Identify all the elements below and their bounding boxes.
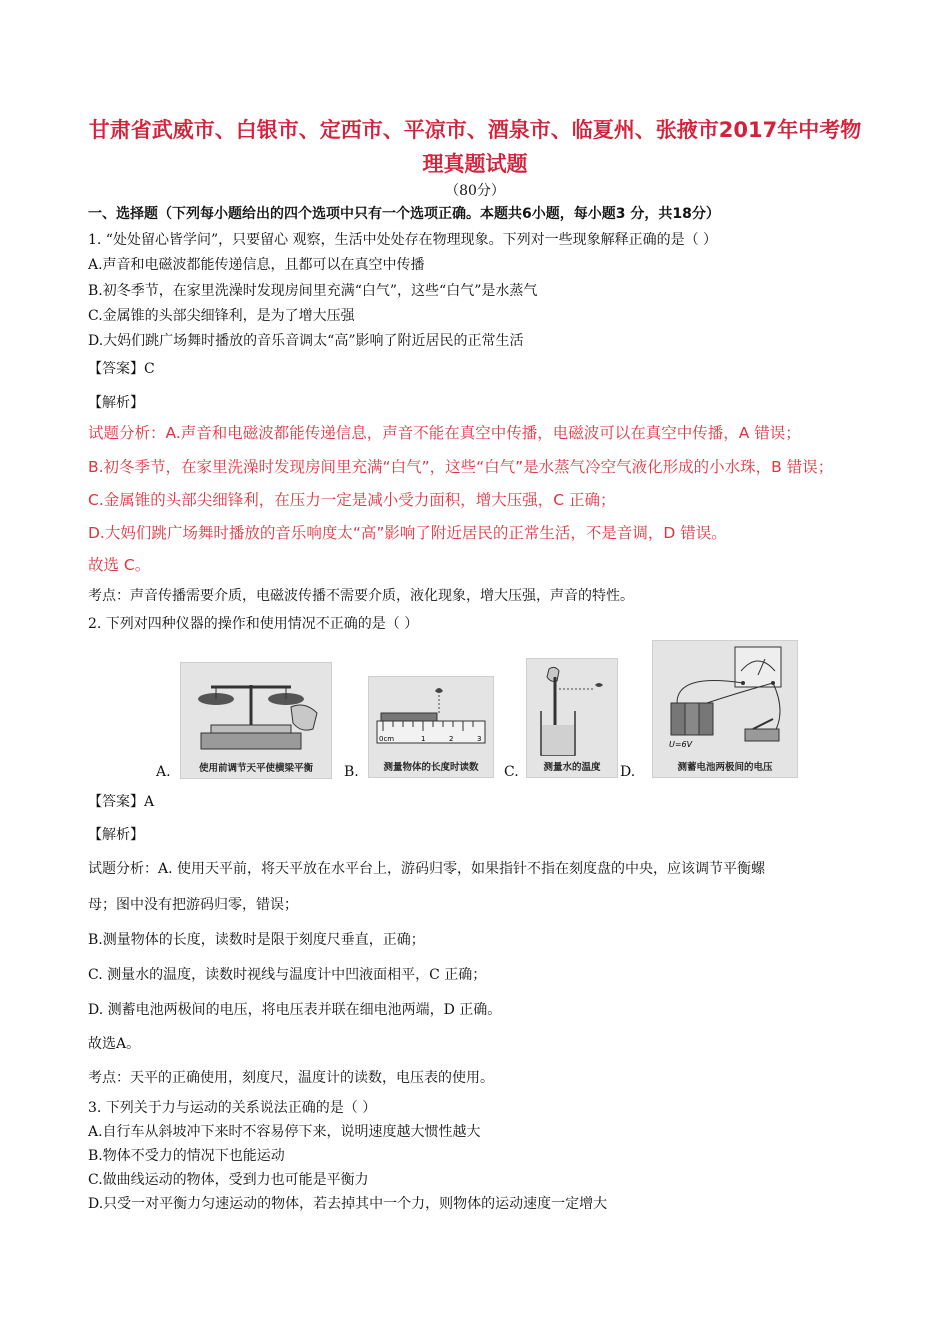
q1-analysis-line4: D.大妈们跳广场舞时播放的音乐响度太“高”影响了附近居民的正常生活，不是音调，D 错误。 (88, 524, 727, 542)
q1-analysis-line1: 试题分析：A.声音和电磁波都能传递信息，声音不能在真空中传播，电磁波可以在真空中传播，A 错误； (88, 424, 801, 442)
q3-option-d: D.只受一对平衡力匀速运动的物体，若去掉其中一个力，则物体的运动速度一定增大 (88, 1196, 608, 1212)
q2-figure-b-ruler (368, 676, 494, 778)
q3-option-b: B.物体不受力的情况下也能运动 (88, 1148, 285, 1164)
q2-answer: 【答案】A (88, 794, 155, 810)
q2-fig-b-label: B. (344, 764, 359, 780)
ruler-mark-0: 0cm (379, 735, 395, 743)
q1-analysis-label: 【解析】 (88, 395, 144, 411)
q2-analysis-line4: C. 测量水的温度，读数时视线与温度计中凹液面相平，C 正确； (88, 967, 487, 983)
section-header: 一、选择题（下列每小题给出的四个选项中只有一个选项正确。本题共6小题，每小题3 分，共18分） (88, 206, 720, 222)
q2-fig-d-label: D. (620, 764, 636, 780)
q1-option-c: C.金属锥的头部尖细锋利，是为了增大压强 (88, 308, 355, 324)
q3-stem: 3. 下列关于力与运动的关系说法正确的是（ ） (88, 1100, 377, 1116)
q2-figure-a-balance (180, 662, 332, 779)
q2-fig-b-caption: 测量物体的长度时读数 (383, 762, 479, 773)
q2-analysis-line1: 试题分析：A. 使用天平前，将天平放在水平台上，游码归零，如果指针不指在刻度盘的中央，应该调节平衡螺 (88, 861, 766, 877)
q3-option-a: A.自行车从斜坡冲下来时不容易停下来，说明速度越大惯性越大 (88, 1124, 481, 1140)
ruler-mark-1: 1 (421, 735, 426, 743)
q2-fig-a-label: A. (156, 764, 171, 780)
q1-answer: 【答案】C (88, 361, 155, 377)
ruler-mark-3: 3 (477, 735, 482, 743)
q2-fig-c-label: C. (504, 764, 519, 780)
q2-analysis-line6: 故选A。 (88, 1036, 141, 1052)
eye-icon (595, 683, 603, 687)
doc-title-line2: 理真题试题 (422, 152, 528, 176)
q2-stem: 2. 下列对四种仪器的操作和使用情况不正确的是（ ） (88, 616, 419, 632)
voltage-label: U=6V (669, 740, 693, 749)
q1-stem: 1. “处处留心皆学问”，只要留心 观察，生活中处处存在物理现象。下列对一些现象解释正确的是（ ） (88, 232, 718, 248)
q1-analysis-line2: B.初冬季节，在家里洗澡时发现房间里充满“白气”，这些“白气”是水蒸气冷空气液化形成的小水珠，B 错误； (88, 458, 834, 476)
q2-figure-c-thermometer (526, 658, 618, 778)
q2-figure-d-voltmeter (652, 640, 798, 778)
q1-option-b: B.初冬季节，在家里洗澡时发现房间里充满“白气”，这些“白气”是水蒸气 (88, 283, 538, 299)
q2-fig-a-caption: 使用前调节天平使横梁平衡 (198, 763, 313, 774)
q1-option-d: D.大妈们跳广场舞时播放的音乐音调太“高”影响了附近居民的正常生活 (88, 333, 524, 349)
q1-kaodian: 考点：声音传播需要介质，电磁波传播不需要介质，液化现象，增大压强，声音的特性。 (88, 588, 634, 604)
q1-analysis-line3: C.金属锥的头部尖细锋利，在压力一定是减小受力面积，增大压强，C 正确； (88, 491, 616, 509)
q1-analysis-line5: 故选 C。 (88, 556, 151, 574)
q3-option-c: C.做曲线运动的物体，受到力也可能是平衡力 (88, 1172, 369, 1188)
ruler-mark-2: 2 (449, 735, 454, 743)
q2-kaodian: 考点：天平的正确使用，刻度尺，温度计的读数，电压表的使用。 (88, 1070, 494, 1086)
total-score: （80分） (445, 183, 505, 199)
q2-fig-c-caption: 测量水的温度 (543, 762, 601, 773)
q2-analysis-label: 【解析】 (88, 827, 144, 843)
eye-icon (435, 688, 443, 693)
q2-analysis-line2: 母；图中没有把游码归零，错误； (88, 897, 298, 913)
doc-title-line1: 甘肃省武威市、白银市、定西市、平凉市、酒泉市、临夏州、张掖市2017年中考物 (88, 118, 862, 142)
q1-option-a: A.声音和电磁波都能传递信息，且都可以在真空中传播 (88, 257, 425, 273)
q2-fig-d-caption: 测蓄电池两极间的电压 (677, 762, 773, 773)
q2-analysis-line5: D. 测蓄电池两极间的电压，将电压表并联在细电池两端，D 正确。 (88, 1002, 502, 1018)
voltmeter-illustration (653, 641, 797, 777)
q2-analysis-line3: B.测量物体的长度，读数时是限于刻度尺垂直，正确； (88, 932, 425, 948)
